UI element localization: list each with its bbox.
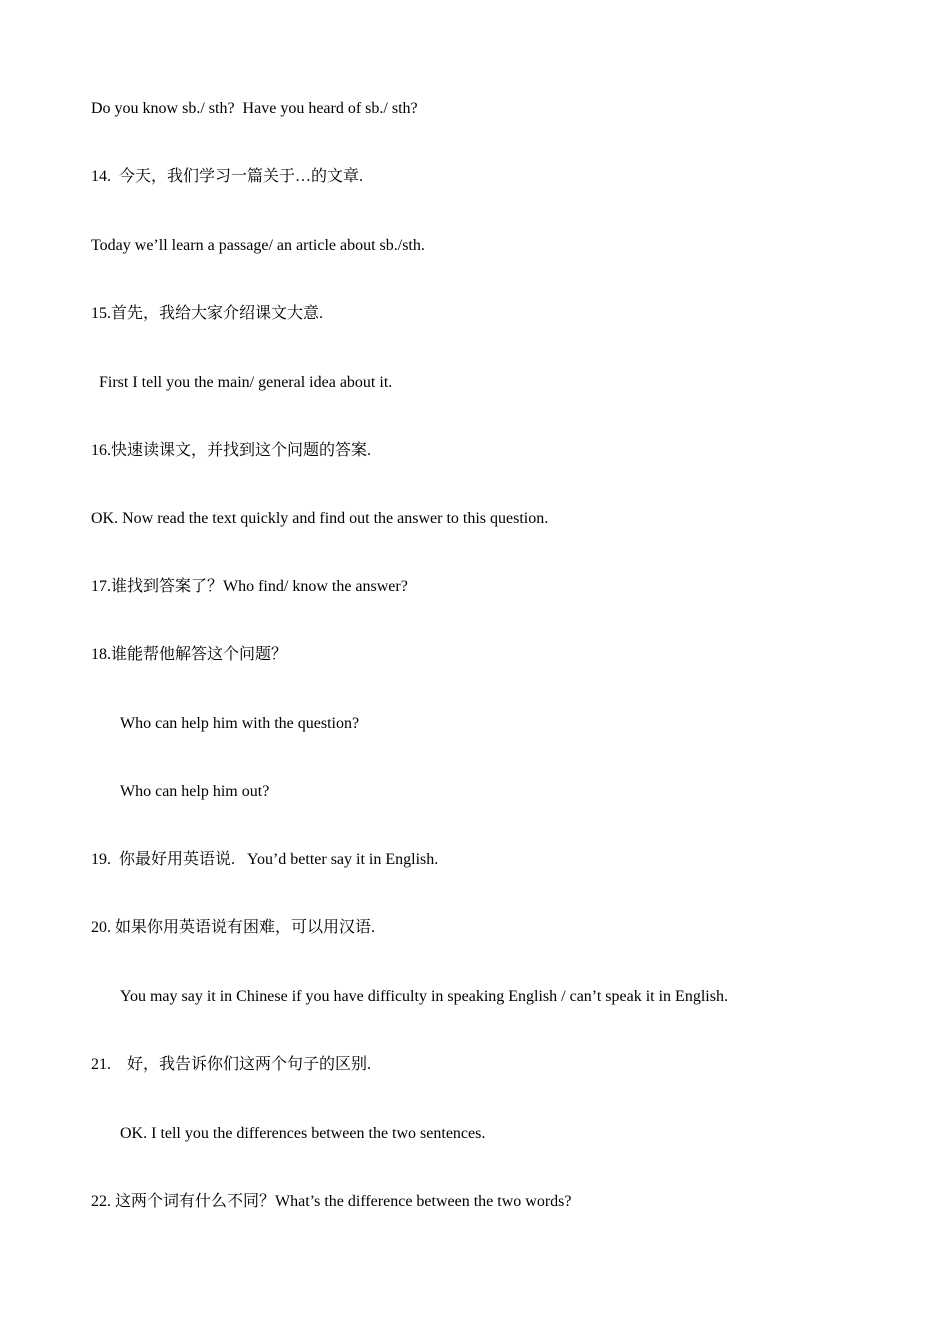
text-line-15: 21. 好，我告诉你们这两个句子的区别.: [91, 1056, 372, 1073]
text-line-10: Who can help him with the question?: [120, 715, 360, 732]
text-line-7: OK. Now read the text quickly and find out the answer to this question.: [91, 510, 549, 527]
text-line-1: Do you know sb./ sth? Have you heard of sb./ sth?: [91, 100, 418, 117]
text-line-17: 22. 这两个词有什么不同？What’s the difference between the two words?: [91, 1193, 572, 1210]
text-line-9: 18.谁能帮他解答这个问题？: [91, 646, 288, 663]
text-line-11: Who can help him out?: [120, 783, 270, 800]
text-line-2: 14. 今天，我们学习一篇关于…的文章.: [91, 168, 364, 185]
text-line-12: 19. 你最好用英语说. You’d better say it in English.: [91, 851, 439, 868]
text-line-16: OK. I tell you the differences between the two sentences.: [120, 1125, 486, 1142]
text-line-5: First I tell you the main/ general idea about it.: [99, 374, 393, 391]
text-line-8: 17.谁找到答案了？Who find/ know the answer?: [91, 578, 408, 595]
text-line-3: Today we’ll learn a passage/ an article about sb./sth.: [91, 237, 425, 254]
text-line-13: 20. 如果你用英语说有困难，可以用汉语.: [91, 919, 376, 936]
text-line-14: You may say it in Chinese if you have difficulty in speaking English / can’t speak it in English.: [120, 988, 728, 1005]
text-line-6: 16.快速读课文，并找到这个问题的答案.: [91, 442, 372, 459]
text-line-4: 15.首先，我给大家介绍课文大意.: [91, 305, 324, 322]
